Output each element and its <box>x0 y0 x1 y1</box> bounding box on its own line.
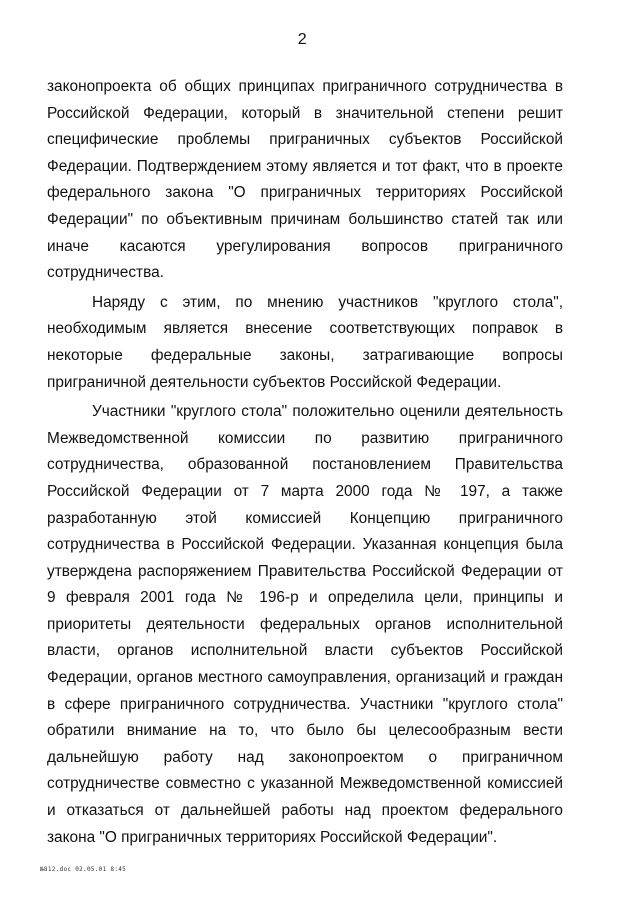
document-body <box>47 74 563 851</box>
paragraph-commission: Участники "круглого стола" положительно оценили деятельность Межведомственной комиссии по развитию приграничного сотрудничества, образованной постановлением Правительства Российской Федерации от 7 марта 2000 года № 197, а также разработанную этой комиссией Концепцию приграничного сотрудничества в Российской Федерации. Указанная концепция была утверждена распоряжением Правительства Российской Федерации от 9 февраля 2001 года № 196-р и определила цели, принципы и приоритеты деятельности федеральных органов исполнительной власти, органов исполнительной власти субъектов Российской Федерации, органов местного самоуправления, организаций и граждан в сфере приграничного сотрудничества. Участники "круглого стола" обратили внимание на то, что было бы целесообразным вести дальнейшую работу над законопроектом о приграничном сотрудничестве совместно с указанной Межведомственной комиссией и отказаться от дальнейшей работы над проектом федерального закона "О приграничных территориях Российской Федерации". <box>47 403 563 846</box>
paragraph-continuation: законопроекта об общих принципах приграничного сотрудничества в Российской Федерации, который в значительной степени решит специфические проблемы приграничных субъектов Российской Федерации. Подтверждением этому является и тот факт, что в проекте федерального закона "О приграничных территориях Российской Федерации" по объективным причинам большинство статей так или иначе касаются урегулирования вопросов приграничного сотрудничества. <box>47 78 563 282</box>
page-number: 2 <box>297 31 308 48</box>
paragraph-amendments: Наряду с этим, по мнению участников "круглого стола", необходимым является внесение соответствующих поправок в некоторые федеральные законы, затрагивающие вопросы приграничной деятельности субъектов Российской Федерации. <box>47 293 563 391</box>
footer-file-code: №812.doc 02.05.01 8:45 <box>40 866 127 873</box>
